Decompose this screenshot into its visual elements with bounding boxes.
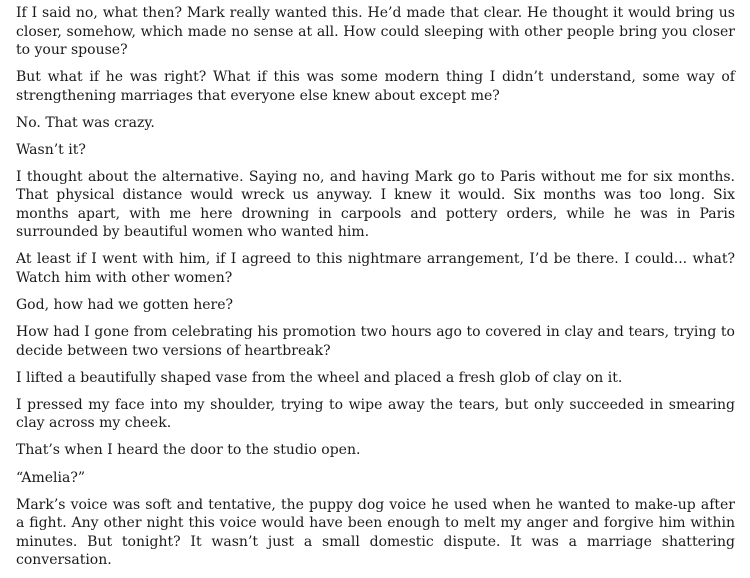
paragraph: At least if I went with him, if I agreed to this nightmare arrangement, I’d be there. I could... what? Watch him with other women? [16, 251, 735, 286]
paragraph: Wasn’t it? [16, 141, 86, 158]
paragraph: That’s when I heard the door to the studio open. [16, 442, 361, 459]
paragraph: God, how had we gotten here? [16, 297, 234, 314]
paragraph: No. That was crazy. [16, 114, 155, 131]
paragraph: If I said no, what then? Mark really wanted this. He’d made that clear. He thought it would bring us closer, somehow, which made no sense at all. How could sleeping with other people bring you closer to your spouse? [16, 5, 735, 58]
paragraph: I pressed my face into my shoulder, trying to wipe away the tears, but only succeeded in smearing clay across my cheek. [16, 396, 735, 432]
paragraph: Mark’s voice was soft and tentative, the puppy dog voice he used when he wanted to make-up after a fight. Any other night this voice would have been enough to melt my anger and forgive him within minutes. But tonight? It wasn’t just a small domestic dispute. It was a marriage shattering conversation. [16, 496, 735, 569]
paragraph: “Amelia?” [16, 469, 85, 486]
paragraph: I lifted a beautifully shaped vase from the wheel and placed a fresh glob of clay on it. [16, 369, 623, 386]
paragraph: How had I gone from celebrating his promotion two hours ago to covered in clay and tears, trying to decide between two versions of heartbreak? [16, 324, 735, 359]
document-page [16, 0, 735, 578]
paragraph: I thought about the alternative. Saying no, and having Mark go to Paris without me for six months. That physical distance would wreck us anyway. I knew it would. Six months was too long. Six months apart, with me here drowning in carpools and pottery orders, while he was in Paris surrounded by beautiful women who wanted him. [16, 168, 735, 241]
paragraph: But what if he was right? What if this was some modern thing I didn’t understand, some way of strengthening marriages that everyone else knew about except me? [16, 69, 735, 104]
